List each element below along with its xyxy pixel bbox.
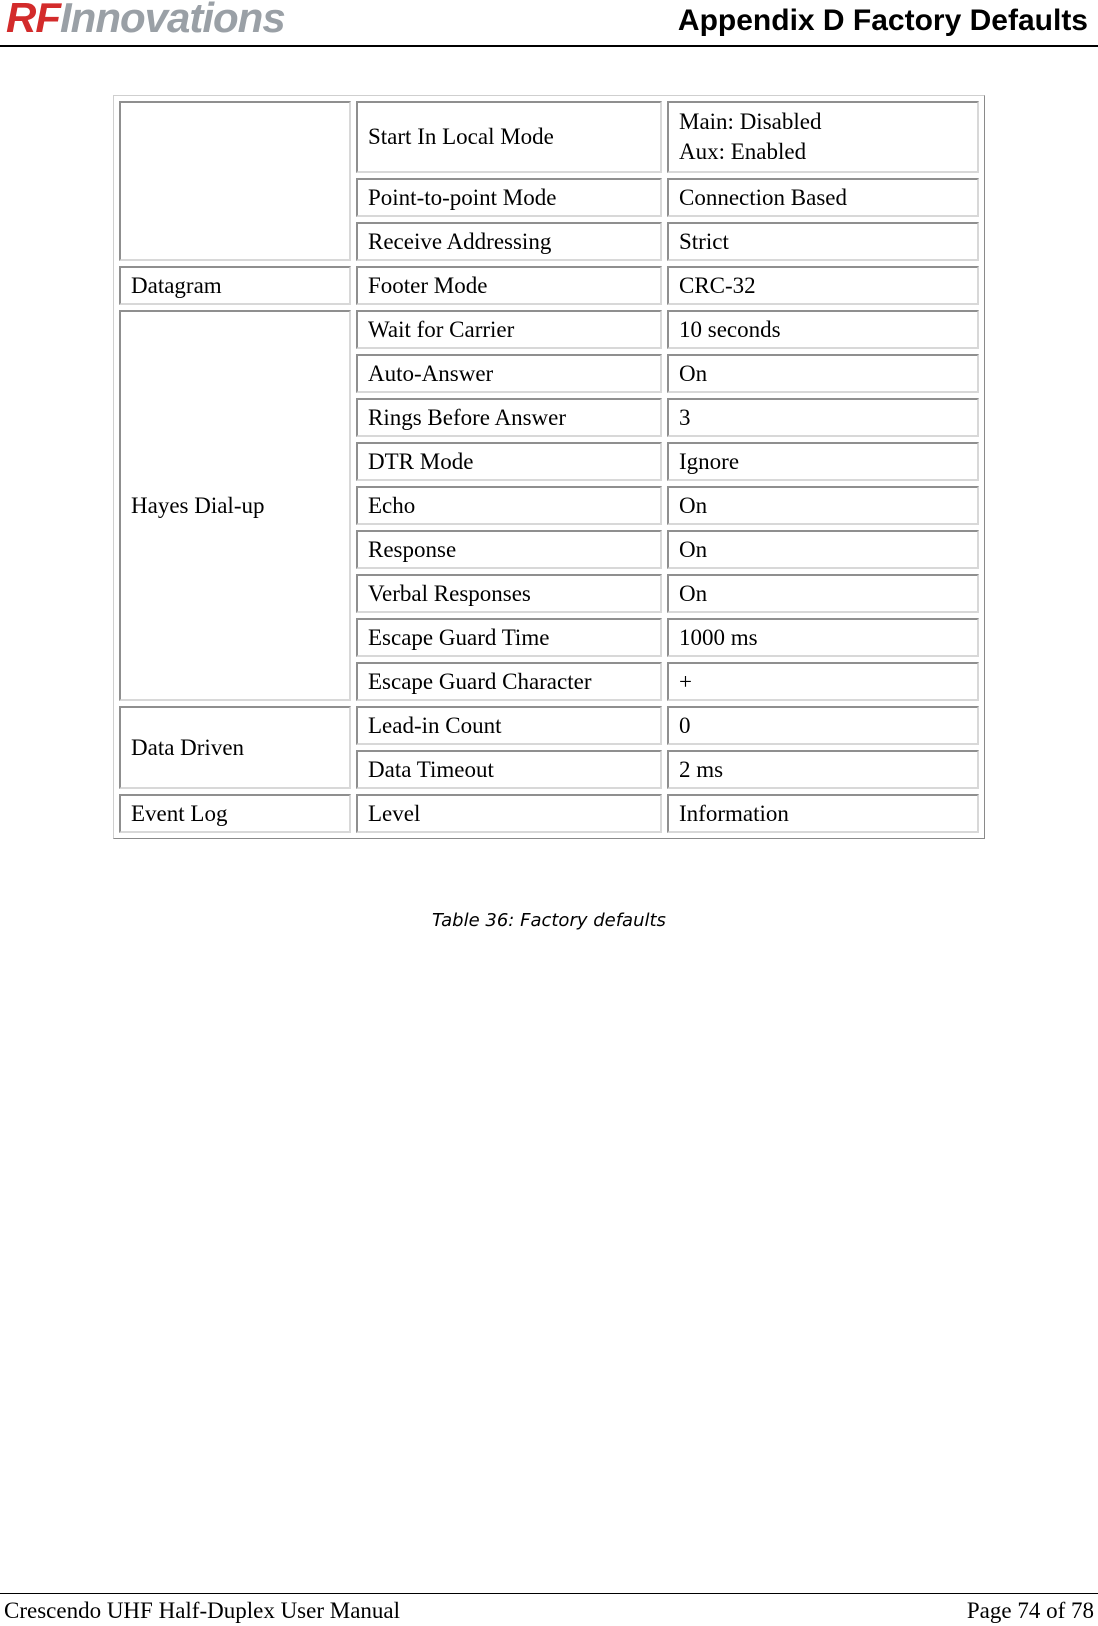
param-cell: Escape Guard Character	[356, 662, 662, 701]
value-cell: Information	[667, 794, 979, 833]
param-cell: Receive Addressing	[356, 222, 662, 261]
manual-title: Crescendo UHF Half-Duplex User Manual	[4, 1598, 401, 1623]
value-cell: On	[667, 486, 979, 525]
value-cell: 1000 ms	[667, 618, 979, 657]
param-cell: Lead-in Count	[356, 706, 662, 745]
param-cell: Escape Guard Time	[356, 618, 662, 657]
group-cell: Data Driven	[119, 706, 351, 789]
param-cell: Rings Before Answer	[356, 398, 662, 437]
value-cell: On	[667, 530, 979, 569]
value-cell: On	[667, 574, 979, 613]
factory-defaults-table	[113, 95, 985, 839]
value-cell: Ignore	[667, 442, 979, 481]
group-cell: Hayes Dial-up	[119, 310, 351, 701]
value-cell: +	[667, 662, 979, 701]
value-cell: Strict	[667, 222, 979, 261]
page-header	[0, 0, 1098, 47]
param-cell: Data Timeout	[356, 750, 662, 789]
param-cell: Start In Local Mode	[356, 101, 662, 173]
value-cell	[667, 101, 979, 173]
group-cell	[119, 101, 351, 261]
param-cell: Footer Mode	[356, 266, 662, 305]
page-title: Appendix D Factory Defaults	[677, 4, 1088, 37]
table-caption: Table 36: Factory defaults	[432, 910, 666, 931]
param-cell: Verbal Responses	[356, 574, 662, 613]
page-number: Page 74 of 78	[966, 1598, 1094, 1623]
value-cell: 10 seconds	[667, 310, 979, 349]
value-cell: CRC-32	[667, 266, 979, 305]
param-cell: Echo	[356, 486, 662, 525]
value-cell: 2 ms	[667, 750, 979, 789]
param-cell: Point-to-point Mode	[356, 178, 662, 217]
table-row	[119, 706, 979, 745]
value-cell: 3	[667, 398, 979, 437]
table-row	[119, 310, 979, 349]
param-cell: Level	[356, 794, 662, 833]
param-cell: Wait for Carrier	[356, 310, 662, 349]
param-cell: DTR Mode	[356, 442, 662, 481]
param-cell: Response	[356, 530, 662, 569]
value-cell: 0	[667, 706, 979, 745]
table-row	[119, 794, 979, 833]
group-cell: Datagram	[119, 266, 351, 305]
value-cell: Connection Based	[667, 178, 979, 217]
value-line: Main: Disabled	[679, 109, 822, 134]
value-cell: On	[667, 354, 979, 393]
table-row	[119, 101, 979, 173]
company-logo: RFInnovations	[6, 0, 285, 41]
page-footer	[0, 1593, 1098, 1626]
group-cell: Event Log	[119, 794, 351, 833]
param-cell: Auto-Answer	[356, 354, 662, 393]
table-row	[119, 266, 979, 305]
value-line: Aux: Enabled	[679, 139, 807, 164]
